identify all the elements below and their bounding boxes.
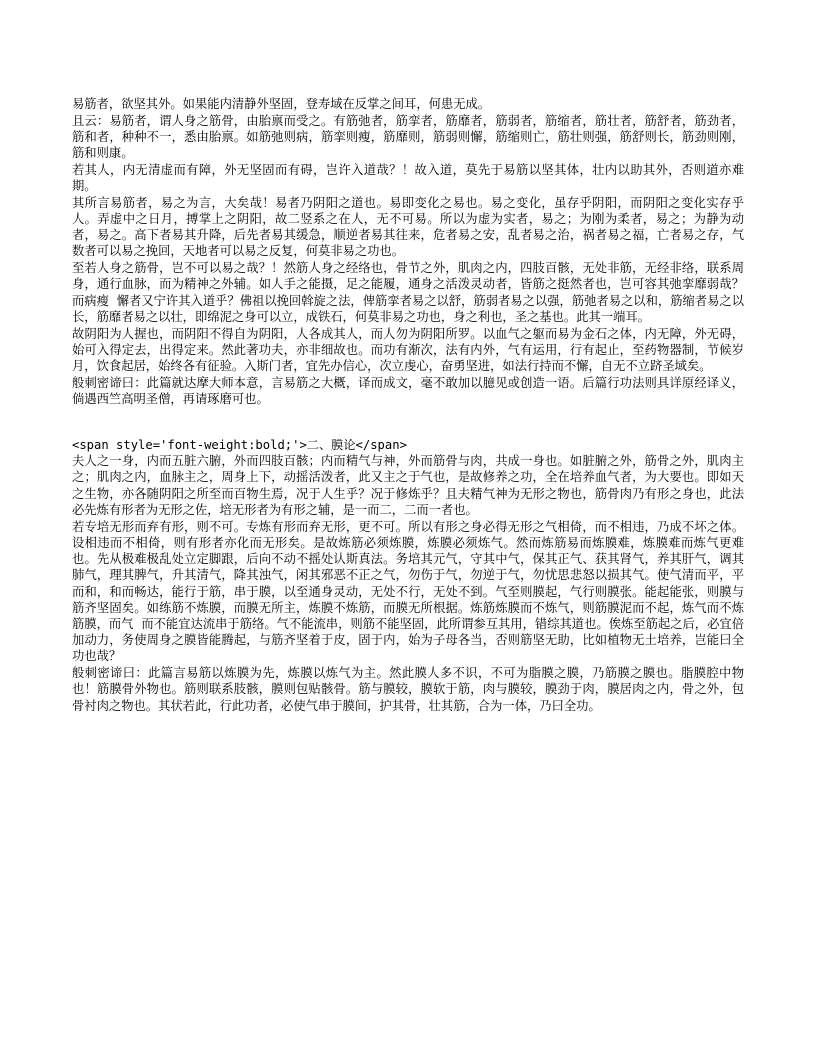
paragraph: 其所言易筋者，易之为言，大矣哉！易者乃阴阳之道也。易即变化之易也。易之变化，虽存乎阴阳，而阴阳之变化实存乎人。弄虚中之日月，搏掌上之阴阳，故二竖系之在人，无不可易。所以为虚为实者，易之；为刚为柔者，易之；为静为动者，易之。高下者易其升降，后先者易其缓急，顺逆者易其往来，危者易之安，乱者易之治，祸者易之福，亡者易之存，气数者可以易之挽回，天地者可以易之反复，何莫非易之功也。: [72, 195, 744, 259]
paragraph: 若专培无形而弃有形，则不可。专炼有形而弃无形，更不可。所以有形之身必得无形之气相倚，而不相违，乃成不坏之体。设相违而不相倚，则有形者亦化而无形矣。是故炼筋必须炼膜，炼膜必须炼气。然而炼筋易而炼膜难，炼膜难而炼气更难也。先从极难极乱处立定脚跟，后向不动不摇处认斯真法。务培其元气，守其中气，保其正气、获其肾气，养其肝气，调其肺气，理其脾气，升其清气，降其浊气，闲其邪恶不正之气，勿伤于气，勿逆于气，勿忧思悲怒以损其气。使气清而平，平而和，和而畅达，能行于筋，串于膜，以至通身灵动，无处不行，无处不到。气至则膜起，气行则膜张。能起能张，则膜与筋齐坚固矣。如练筋不炼膜，而膜无所主，炼膜不炼筋，而膜无所根据。炼筋炼膜而不炼气，则筋膜泥而不起，炼气而不炼筋膜，而气 而不能宜达流串于筋络。气不能流串，则筋不能坚固，此所谓参互其用，错综其道也。俟炼至筋起之后，必宜倍加动力，务使周身之膜皆能腾起，与筋齐坚着于皮，固于内，始为子母各当，否则筋坚无助，比如植物无土培养，岂能曰全功也哉？: [72, 519, 744, 664]
paragraph: 夫人之一身，内而五脏六腑，外而四肢百骸；内而精气与神，外而筋骨与肉，共成一身也。如脏腑之外，筋骨之外，肌肉主之；肌肉之内，血脉主之，周身上下，动摇活泼者，此又主之于气也，是故修养之功，全在培养血气者，为大要也。即如天之生物，亦各随阴阳之所至而百物生焉，况于人生乎？况于修炼乎？且夫精气神为无形之物也，筋骨肉乃有形之身也，此法必先炼有形者为无形之佐，培无形者为有形之辅，是一而二，二而一者也。: [72, 454, 744, 517]
paragraph: 故阴阳为人握也，而阴阳不得自为阴阳，人各成其人，而人勿为阴阳所罗。以血气之躯而易为金石之体，内无障，外无碍，始可入得定去，出得定来。然此著功夫，亦非细故也。而功有渐次，法有内外，气有运用，行有起止，至药物器制，节候岁月，饮食起居，始终各有征验。入斯门者，宜先办信心，次立虔心，奋勇坚进，如法行持而不懈，自无不立跻圣域矣。: [72, 326, 744, 373]
document-body: [72, 96, 744, 714]
section-spacer: [72, 408, 744, 437]
paragraph: 般刺密谛曰：此篇就达摩大师本意，言易筋之大概，译而成文，毫不敢加以臆见或创造一语。后篇行功法则具详原经译义，倘遇西竺高明圣僧，再请琢磨可也。: [72, 375, 744, 406]
paragraph: 般刺密谛曰：此篇言易筋以炼膜为先，炼膜以炼气为主。然此膜人多不识，不可为脂膜之膜，乃筋膜之膜也。脂膜腔中物也！筋膜骨外物也。筋则联系肢骸，膜则包贴骸骨。筋与膜较，膜软于筋，肉与膜较，膜劲于肉，膜居肉之内，骨之外，包骨衬肉之物也。其状若此，行此功者，必使气串于膜间，护其骨，壮其筋，合为一体，乃曰全功。: [72, 666, 744, 713]
section-two-heading: <span style='font-weight:bold;'>二、膜论</span>: [72, 437, 407, 452]
paragraph: 且云：易筋者，谓人身之筋骨，由胎禀而受之。有筋弛者，筋挛者，筋靡者，筋弱者，筋缩者，筋壮者，筋舒者，筋劲者，筋和者，种种不一，悉由胎禀。如筋弛则病，筋挛则瘦，筋靡则，筋弱则懈，筋缩则亡，筋壮则强，筋舒则长，筋劲则刚，筋和则康。: [72, 113, 744, 161]
paragraph: 若其人，内无清虚而有障，外无坚固而有碍，岂许入道哉？！故入道，莫先于易筋以坚其体，壮内以助其外，否则道亦难期。: [72, 162, 744, 194]
paragraph: 易筋者，欲坚其外。如果能内清静外坚固，登寿域在反掌之间耳，何患无成。: [72, 97, 491, 111]
paragraph: 至若人身之筋骨，岂不可以易之哉？！然筋人身之经络也，骨节之外，肌肉之内，四肢百骸，无处非筋，无经非络，联系周身，通行血脉，而为精神之外辅。如人手之能摄，足之能履，通身之活泼灵动者，皆筋之挺然者也，岂可容其弛挛靡弱哉？而病瘦 懈者又宁许其入道乎？佛祖以挽回斡旋之法，俾筋挛者易之以舒，筋弱者易之以强，筋弛者易之以和，筋缩者易之以长，筋靡者易之以壮，即绵泥之身可以立，成铁石，何莫非易之功也，身之利也，圣之基也。此其一端耳。: [72, 261, 744, 324]
